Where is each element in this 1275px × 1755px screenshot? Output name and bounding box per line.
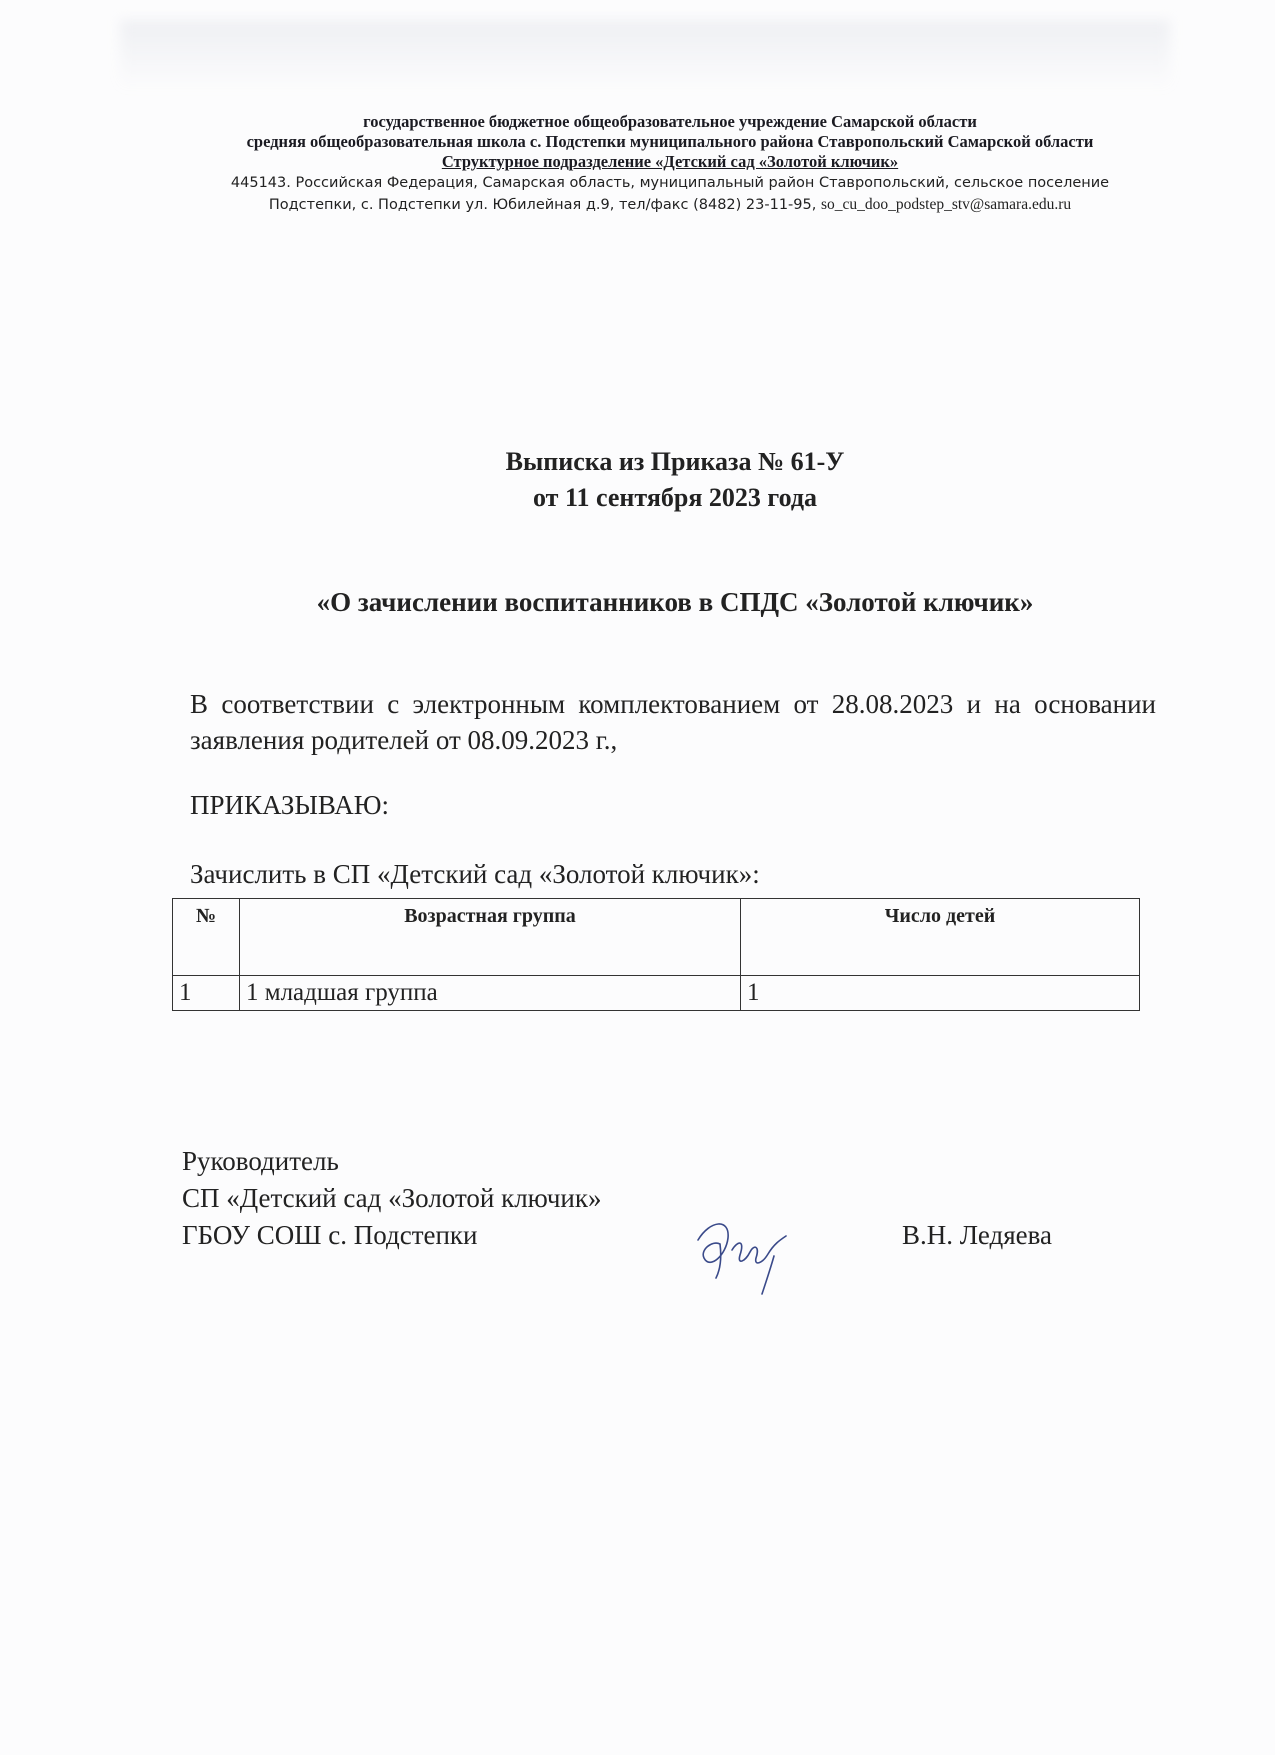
signer-school: ГБОУ СОШ с. Подстепки	[182, 1220, 478, 1250]
header-children-count: Число детей	[741, 899, 1140, 976]
header-age-group: Возрастная группа	[240, 899, 741, 976]
scan-shadow	[120, 20, 1170, 90]
letterhead-line-2: средняя общеобразовательная школа с. Подстепки муниципального района Ставропольский Самарской области	[246, 132, 1094, 151]
letterhead-address-1: 445143. Российская Федерация, Самарская область, муниципальный район Ставропольский, сельское поселение	[230, 175, 1110, 191]
signature-block	[182, 1143, 601, 1254]
enroll-line: Зачислить в СП «Детский сад «Золотой ключик»:	[190, 859, 760, 889]
cell-number: 1	[173, 976, 240, 1011]
signer-name: В.Н. Ледяева	[902, 1220, 1053, 1250]
address-text: Подстепки, с. Подстепки ул. Юбилейная д.9, тел/факс (8482) 23-11-95,	[268, 197, 817, 213]
document-title	[300, 444, 1050, 516]
cell-age-group: 1 младшая группа	[240, 976, 741, 1011]
order-word: ПРИКАЗЫВАЮ:	[190, 790, 389, 820]
signer-position: Руководитель	[182, 1146, 339, 1176]
letterhead-line-1: государственное бюджетное общеобразовательное учреждение Самарской области	[363, 112, 977, 131]
title-line-1: Выписка из Приказа № 61-У	[505, 447, 845, 476]
handwritten-signature	[690, 1210, 810, 1300]
letterhead-address-2	[120, 194, 1220, 216]
table-header-row	[173, 899, 1140, 976]
order-subject: «О зачислении воспитанников в СПДС «Золотой ключик»	[316, 587, 1034, 617]
preamble-paragraph: В соответствии с электронным комплектованием от 28.08.2023 и на основании заявления родителей от 08.09.2023 г.,	[190, 689, 1156, 755]
cell-children-count: 1	[741, 976, 1140, 1011]
table-row	[173, 976, 1140, 1011]
signer-unit: СП «Детский сад «Золотой ключик»	[182, 1183, 602, 1213]
email: so_cu_doo_podstep_stv@samara.edu.ru	[820, 196, 1072, 213]
title-date: от 11 сентября 2023 года	[533, 483, 817, 512]
letterhead	[120, 112, 1220, 216]
header-number: №	[173, 899, 240, 976]
enrollment-table	[172, 898, 1140, 1011]
letterhead-subdivision: Структурное подразделение «Детский сад «Золотой ключик»	[441, 152, 899, 171]
